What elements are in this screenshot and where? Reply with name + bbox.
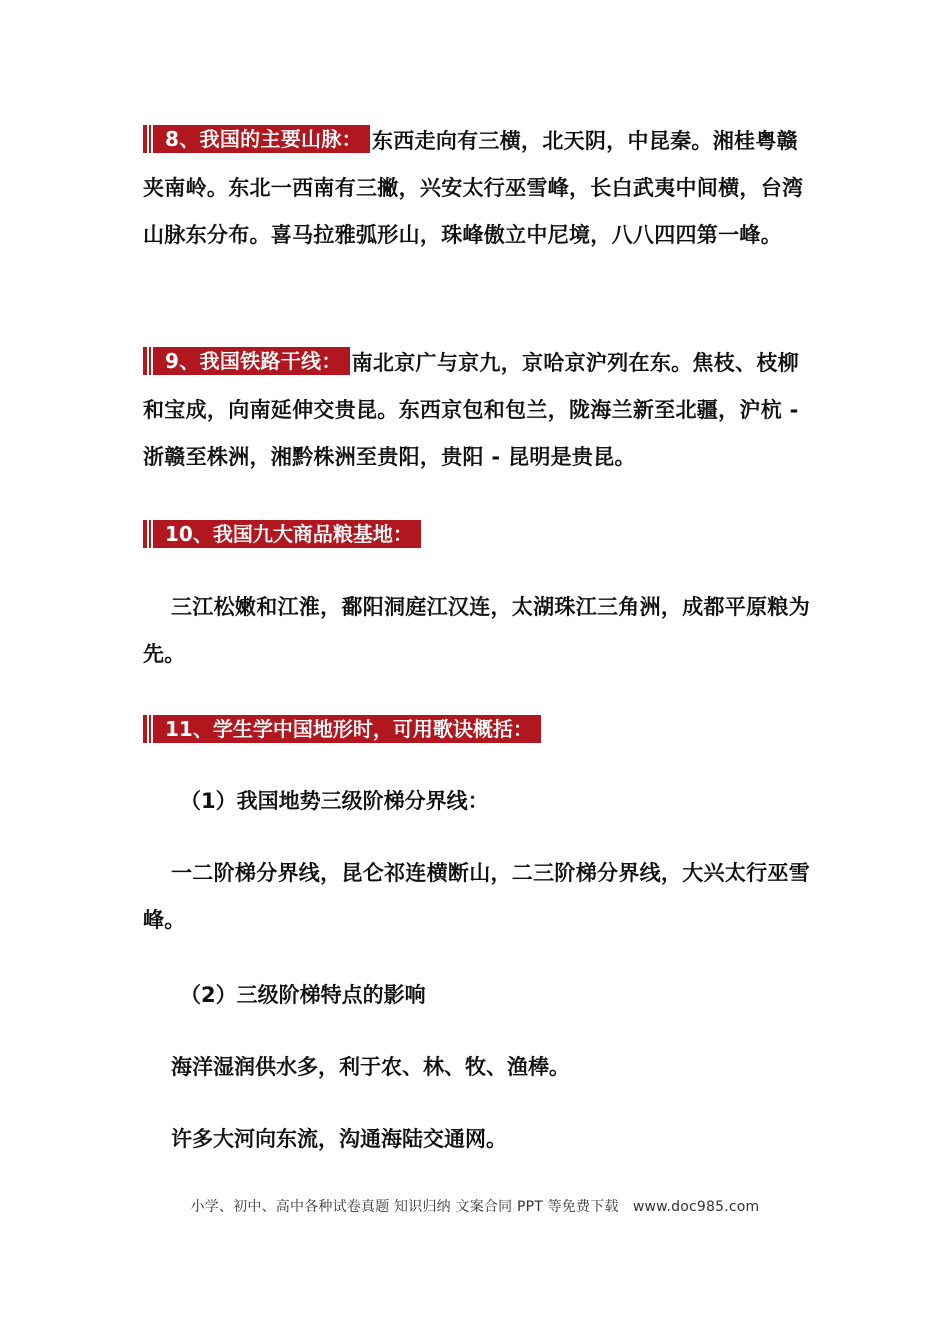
- subheading-1: （1）我国地势三级阶梯分界线：: [180, 789, 489, 813]
- section-10: [143, 520, 423, 548]
- section-9-heading: 9、我国铁路干线：: [143, 347, 350, 375]
- subheading-1-text: 一二阶梯分界线，昆仑祁连横断山，二三阶梯分界线，大兴太行巫雪峰。: [143, 861, 810, 932]
- section-10-text: 三江松嫩和江淮，鄱阳洞庭江汉连，太湖珠江三角洲，成都平原粮为先。: [143, 595, 810, 666]
- effect-line-1: 海洋湿润供水多，利于农、林、牧、渔棒。: [171, 1055, 570, 1079]
- section-10-heading: 10、我国九大商品粮基地：: [143, 520, 421, 548]
- section-8-heading: 8、我国的主要山脉：: [143, 125, 370, 153]
- subheading-2: （2）三级阶梯特点的影响: [180, 983, 426, 1007]
- section-11-heading: 11、学生学中国地形时，可用歌诀概括：: [143, 715, 541, 743]
- section-11: [143, 715, 543, 743]
- section-9: [143, 340, 811, 481]
- section-9-text: 南北京广与京九，京哈京沪列在东。焦枝、枝柳和宝成，向南延伸交贵昆。东西京包和包兰，陇海兰新至北疆，沪杭 - 浙赣至株洲，湘黔株洲至贵阳，贵阳 - 昆明是贵昆。: [143, 351, 799, 469]
- section-8: [143, 118, 811, 259]
- effect-line-2: 许多大河向东流，沟通海陆交通网。: [171, 1127, 507, 1151]
- section-8-text: 东西走向有三横，北天阴，中昆秦。湘桂粤赣夹南岭。东北一西南有三撇，兴安太行巫雪峰，长白武夷中间横，台湾山脉东分布。喜马拉雅弧形山，珠峰傲立中尼境，八八四四第一峰。: [143, 129, 804, 247]
- page-footer: 小学、初中、高中各种试卷真题 知识归纳 文案合同 PPT 等免费下载 www.doc985.com: [190, 1199, 760, 1215]
